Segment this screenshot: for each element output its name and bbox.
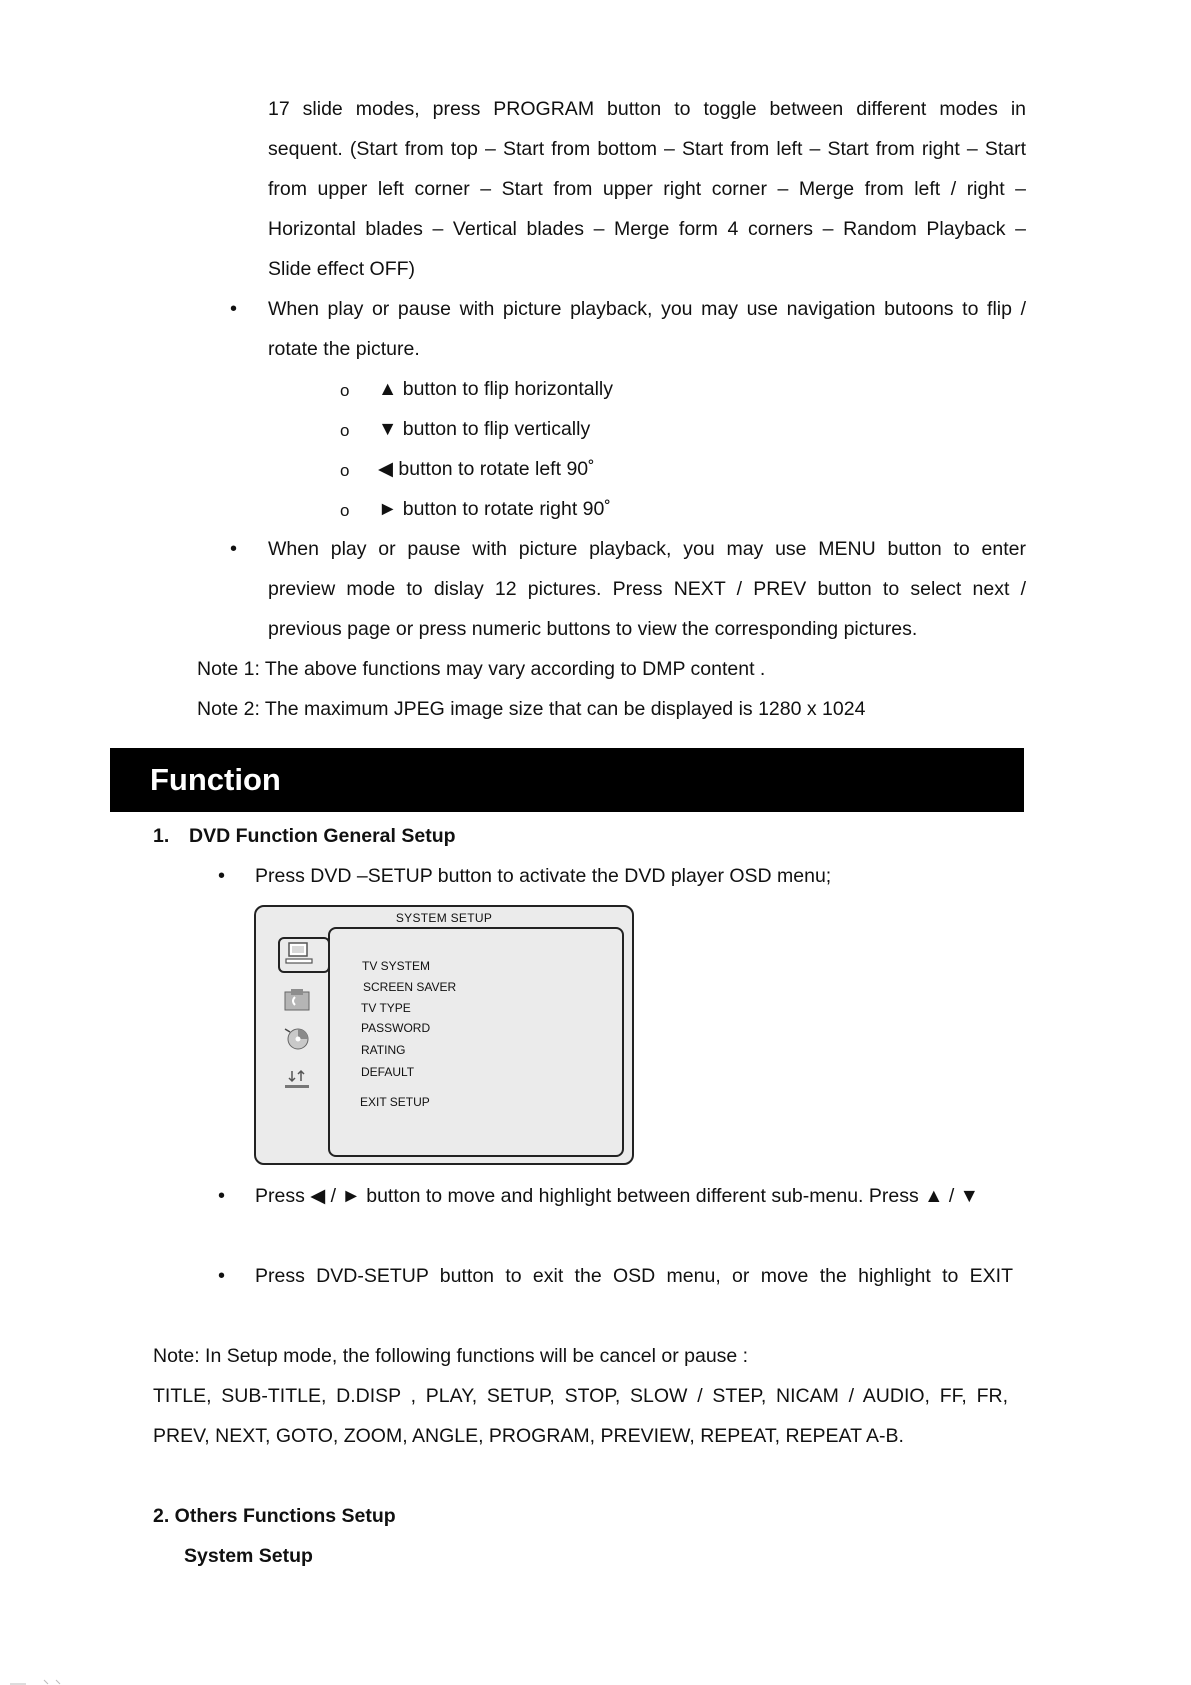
text-line: TITLE, SUB-TITLE, D.DISP , PLAY, SETUP, STOP, SLOW / STEP, NICAM / AUDIO, FF, FR, <box>153 1385 1008 1407</box>
osd-item-default: DEFAULT <box>361 1065 415 1079</box>
setup-note: Note: In Setup mode, the following functions will be cancel or pause : <box>153 1345 749 1367</box>
text-line: Press DVD –SETUP button to activate the DVD player OSD menu; <box>255 865 832 887</box>
text-line: 17 slide modes, press PROGRAM button to toggle between different modes in <box>268 98 1026 120</box>
text-line: Press DVD-SETUP button to exit the OSD menu, or move the highlight to EXIT <box>255 1265 1013 1287</box>
section-number: 1. <box>153 825 170 847</box>
section-heading: DVD Function General Setup <box>189 825 456 847</box>
text-line: Slide effect OFF) <box>268 258 416 280</box>
section-banner <box>110 748 1024 812</box>
bullet-point: • <box>218 1265 226 1287</box>
section-heading: 2. Others Functions Setup <box>153 1505 396 1527</box>
note-2: Note 2: The maximum JPEG image size that can be displayed is 1280 x 1024 <box>197 698 866 720</box>
nav-item-rotate-left: ◀ button to rotate left 90˚ <box>378 458 595 480</box>
disc-icon <box>282 1025 312 1051</box>
bullet-point: • <box>230 538 238 560</box>
osd-item-exit-setup: EXIT SETUP <box>360 1095 430 1109</box>
bullet-point: • <box>218 865 226 887</box>
monitor-icon <box>284 941 314 967</box>
text-line: previous page or press numeric buttons to view the corresponding pictures. <box>268 618 918 640</box>
language-icon <box>282 987 312 1013</box>
bullet-point: • <box>218 1185 226 1207</box>
osd-item-tv-type: TV TYPE <box>361 1001 411 1015</box>
osd-item-screen-saver: SCREEN SAVER <box>363 980 457 994</box>
nav-item-flip-horizontal: ▲ button to flip horizontally <box>378 378 614 400</box>
sub-bullet: o <box>340 421 350 440</box>
text-line: When play or pause with picture playback, you may use navigation butoons to flip / <box>268 298 1026 320</box>
osd-item-password: PASSWORD <box>361 1021 431 1035</box>
nav-item-flip-vertical: ▼ button to flip vertically <box>378 418 591 440</box>
sub-bullet: o <box>340 501 350 520</box>
osd-item-tv-system: TV SYSTEM <box>362 959 431 973</box>
text-line: rotate the picture. <box>268 338 420 360</box>
text-line: PREV, NEXT, GOTO, ZOOM, ANGLE, PROGRAM, PREVIEW, REPEAT, REPEAT A-B. <box>153 1425 904 1447</box>
note-1: Note 1: The above functions may vary according to DMP content . <box>197 658 766 680</box>
text-line: Press ◀ / ► button to move and highlight between different sub-menu. Press ▲ / ▼ <box>255 1185 979 1207</box>
bullet-point: • <box>230 298 238 320</box>
text-line: Horizontal blades – Vertical blades – Merge form 4 corners – Random Playback – <box>268 218 1026 240</box>
osd-item-rating: RATING <box>361 1043 406 1057</box>
section-subheading: System Setup <box>184 1545 313 1567</box>
nav-item-rotate-right: ► button to rotate right 90˚ <box>378 498 611 520</box>
banner-title: Function <box>150 762 281 797</box>
sub-bullet: o <box>340 461 350 480</box>
sub-bullet: o <box>340 381 350 400</box>
text-line: from upper left corner – Start from upper right corner – Merge from left / right – <box>268 178 1026 200</box>
footer-mark <box>0 1676 90 1685</box>
osd-title: SYSTEM SETUP <box>395 911 493 925</box>
osd-menu-image <box>254 905 634 1165</box>
text-line: sequent. (Start from top – Start from bottom – Start from left – Start from right – Start <box>268 138 1026 160</box>
settings-arrows-icon <box>282 1067 312 1093</box>
text-line: When play or pause with picture playback, you may use MENU button to enter <box>268 538 1026 560</box>
text-line: preview mode to dislay 12 pictures. Press NEXT / PREV button to select next / <box>268 578 1026 600</box>
